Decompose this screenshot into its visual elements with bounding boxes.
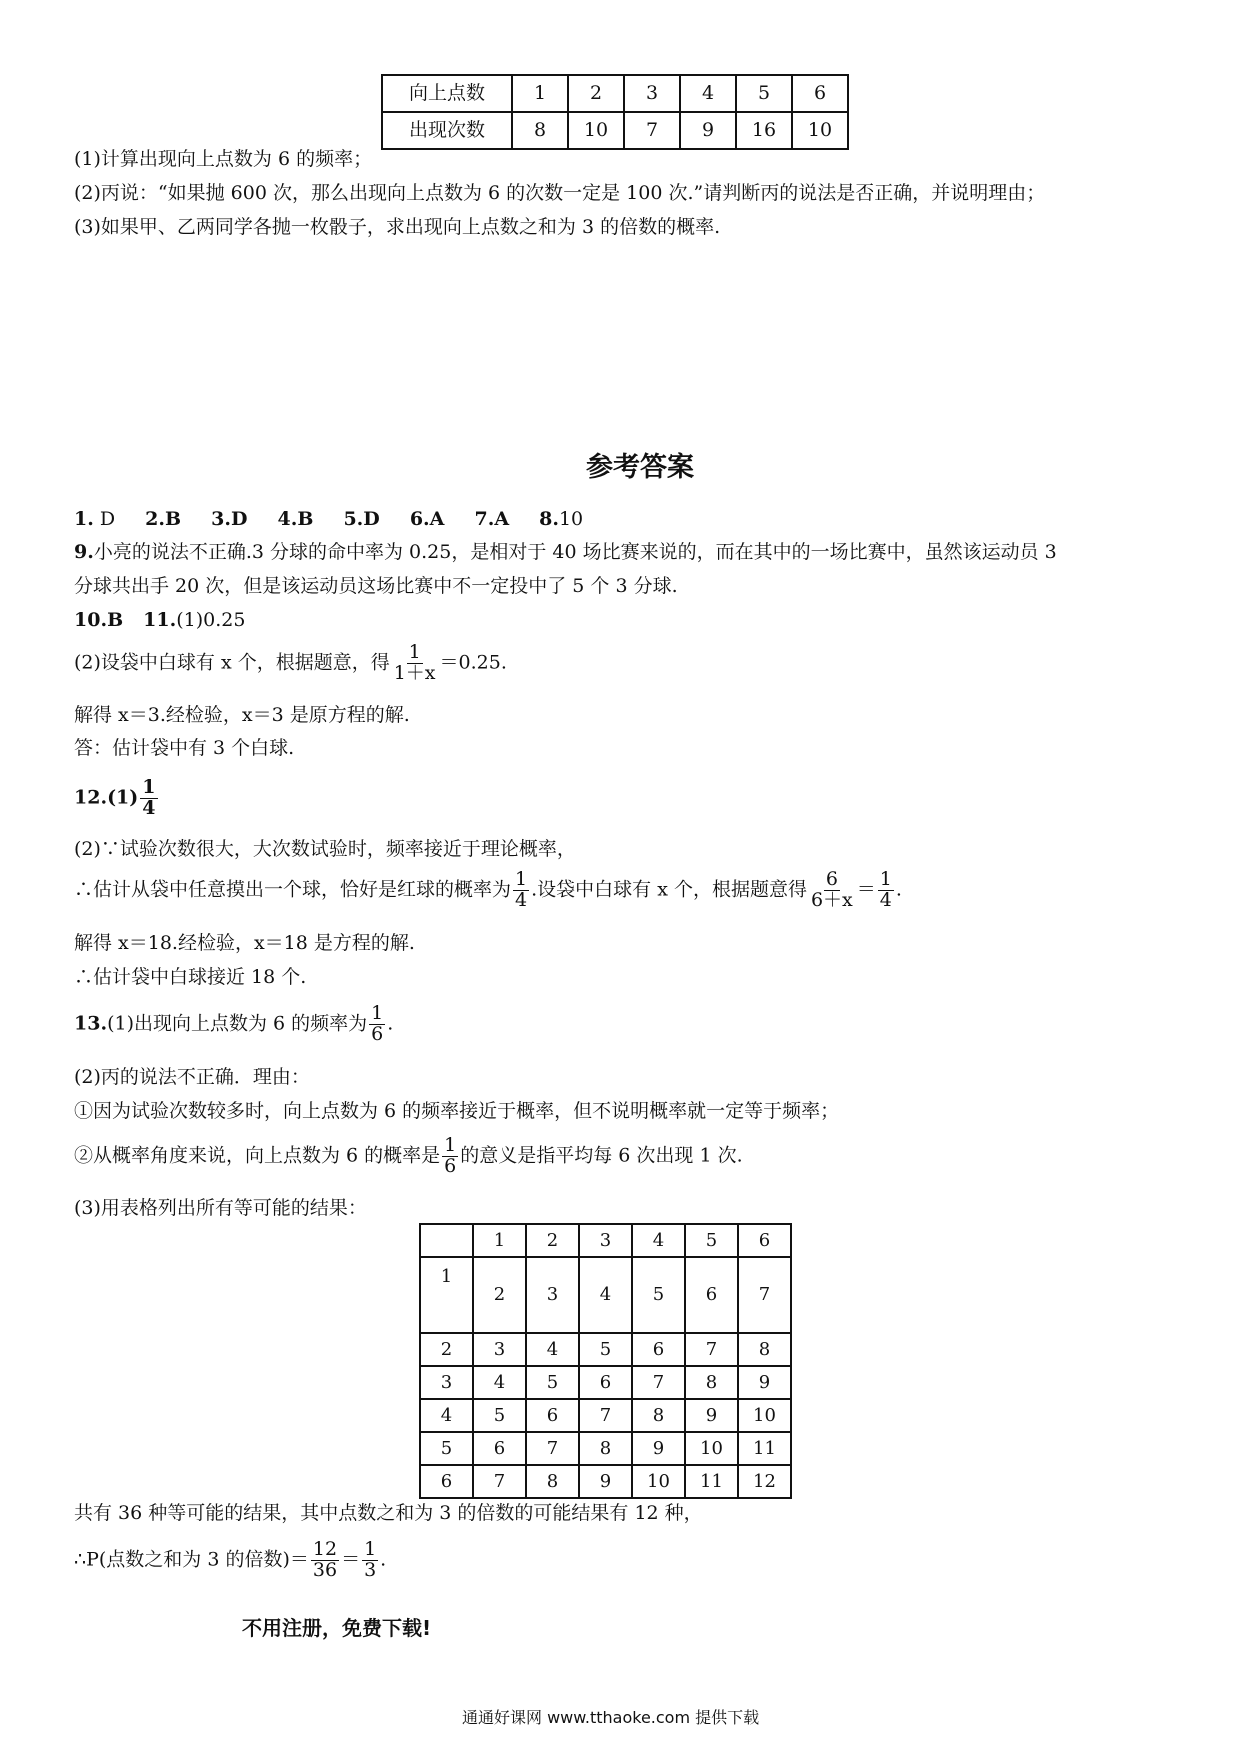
fraction [878, 870, 894, 911]
answer-13-line-6: 共有 36 种等可能的结果，其中点数之和为 3 的倍数的可能结果有 12 种， [74, 1502, 703, 1524]
table-cell: 4 [473, 1366, 526, 1399]
table-cell: 5 [473, 1399, 526, 1432]
table-header-cell: 1 [473, 1224, 526, 1257]
answers-line-1 [74, 508, 583, 531]
table-cell: 6 [473, 1432, 526, 1465]
text-segment: ∴估计从袋中任意摸出一个球，恰好是红球的概率为 [74, 878, 512, 901]
answer-number: 2. [145, 508, 166, 530]
table-cell: 5 [579, 1333, 632, 1366]
table-cell: 8 [526, 1465, 579, 1498]
table-cell: 3 [420, 1366, 473, 1399]
table-cell: 10 [568, 112, 624, 149]
table-cell: 7 [738, 1257, 791, 1333]
answer-value: 10 [558, 508, 584, 530]
table-header-cell: 4 [632, 1224, 685, 1257]
answer-value: A [429, 508, 445, 530]
answer-10-11 [74, 609, 245, 632]
denominator: 4 [142, 796, 156, 819]
table-cell: 7 [473, 1465, 526, 1498]
table-cell: 2 [420, 1333, 473, 1366]
fraction [513, 870, 529, 911]
denominator: 3 [364, 1558, 377, 1581]
text-segment: ＝ [341, 1548, 361, 1571]
table-cell: 8 [579, 1432, 632, 1465]
table-cell: 4 [420, 1399, 473, 1432]
answer-number: 11. [143, 609, 177, 631]
table-cell: 4 [526, 1333, 579, 1366]
numerator: 1 [142, 776, 156, 798]
question-1: (1)计算出现向上点数为 6 的频率； [74, 148, 373, 170]
answer-number: 1. [74, 508, 94, 530]
table-row [420, 1366, 791, 1399]
table-cell: 6 [579, 1366, 632, 1399]
table-row [420, 1432, 791, 1465]
answer-9-line-1 [74, 541, 1057, 564]
table-row [420, 1257, 791, 1333]
answer-value: D [230, 508, 248, 530]
table-cell: 1 [420, 1257, 473, 1333]
answer-value: A [494, 508, 510, 530]
denominator: 6 [444, 1154, 457, 1177]
fraction [311, 1540, 339, 1581]
text-segment: ∴P(点数之和为 3 的倍数)＝ [74, 1548, 309, 1571]
table-cell: 10 [632, 1465, 685, 1498]
fraction [809, 870, 855, 911]
dice-frequency-table [381, 74, 849, 150]
table-cell: 3 [473, 1333, 526, 1366]
table-cell: 2 [568, 75, 624, 112]
question-2: (2)丙说：“如果抛 600 次，那么出现向上点数为 6 的次数一定是 100 次.”请判断丙的说法是否正确，并说明理由； [74, 182, 1046, 204]
table-cell: 9 [685, 1399, 738, 1432]
answer-12-line-2: (2)∵试验次数很大，大次数试验时，频率接近于理论概率， [74, 838, 576, 860]
answer-13-line-2: (2)丙的说法不正确．理由： [74, 1066, 310, 1088]
answer-value: B [107, 609, 124, 631]
question-3: (3)如果甲、乙两同学各抛一枚骰子，求出现向上点数之和为 3 的倍数的概率. [74, 216, 721, 238]
answer-13-line-5: (3)用表格列出所有等可能的结果： [74, 1197, 367, 1219]
table-cell: 8 [632, 1399, 685, 1432]
table-cell: 6 [685, 1257, 738, 1333]
text-segment: (1)出现向上点数为 6 的频率为 [107, 1012, 368, 1035]
table-cell: 4 [579, 1257, 632, 1333]
numerator: 6 [825, 868, 838, 890]
table-cell: 9 [632, 1432, 685, 1465]
table-cell: 5 [736, 75, 792, 112]
table-cell: 7 [526, 1432, 579, 1465]
table-cell: 6 [792, 75, 848, 112]
answer-value: B [297, 508, 314, 530]
table-cell: 10 [792, 112, 848, 149]
numerator: 1 [444, 1134, 457, 1156]
answer-number: 9. [74, 541, 94, 563]
table-cell: 4 [680, 75, 736, 112]
answer-number: 8. [539, 508, 559, 530]
answer-12-part-1 [74, 778, 160, 819]
table-cell: 1 [512, 75, 568, 112]
table-header-cell: 6 [738, 1224, 791, 1257]
fraction [442, 1136, 458, 1177]
table-row [382, 112, 848, 149]
table-cell: 11 [738, 1432, 791, 1465]
table-cell: 6 [420, 1465, 473, 1498]
sum-outcome-table [419, 1223, 792, 1499]
table-cell: 8 [738, 1333, 791, 1366]
answer-11-part-2 [74, 643, 507, 684]
numerator: 1 [408, 641, 421, 663]
table-header-cell: 3 [579, 1224, 632, 1257]
text-segment: . [895, 878, 902, 901]
text-segment: ②从概率角度来说，向上点数为 6 的概率是 [74, 1144, 441, 1167]
table-row [420, 1465, 791, 1498]
numerator: 1 [364, 1538, 377, 1560]
table-cell: 6 [526, 1399, 579, 1432]
table-cell: 16 [736, 112, 792, 149]
answer-12-line-5: ∴估计袋中白球接近 18 个. [74, 966, 307, 988]
text-segment: ＝0.25. [439, 651, 507, 674]
footer-credit: 通通好课网 www.tthaoke.com 提供下载 [462, 1708, 760, 1727]
answer-text: 小亮的说法不正确.3 分球的命中率为 0.25，是相对于 40 场比赛来说的，而在其中的一场比赛中，虽然该运动员 3 [93, 541, 1057, 563]
table-header-cell: 向上点数 [382, 75, 512, 112]
table-row [420, 1333, 791, 1366]
table-cell: 10 [738, 1399, 791, 1432]
table-cell: 7 [624, 112, 680, 149]
numerator: 1 [515, 868, 528, 890]
table-cell: 3 [526, 1257, 579, 1333]
table-cell: 9 [579, 1465, 632, 1498]
denominator: 4 [879, 888, 892, 911]
text-segment: .设袋中白球有 x 个，根据题意得 [531, 878, 807, 901]
table-cell: 5 [632, 1257, 685, 1333]
fraction [362, 1540, 378, 1581]
table-cell: 8 [685, 1366, 738, 1399]
answer-13-line-7 [74, 1540, 386, 1581]
table-header-cell: 5 [685, 1224, 738, 1257]
answer-12-line-4: 解得 x＝18.经检验，x＝18 是方程的解. [74, 932, 415, 954]
table-cell: 11 [685, 1465, 738, 1498]
fraction [140, 778, 157, 819]
answer-value: B [165, 508, 182, 530]
text-segment: . [380, 1548, 387, 1571]
answer-12-line-3 [74, 870, 902, 911]
table-header-cell [420, 1224, 473, 1257]
fraction [369, 1004, 385, 1045]
page-title: 参考答案 [586, 452, 694, 483]
answer-11-line-3: 解得 x＝3.经检验，x＝3 是原方程的解. [74, 704, 410, 726]
answer-number: 5. [343, 508, 364, 530]
answer-13-part-1 [74, 1004, 393, 1045]
numerator: 1 [371, 1002, 384, 1024]
answer-number: 12. [74, 786, 108, 809]
promo-text: 不用注册，免费下载! [242, 1616, 432, 1640]
table-cell: 7 [632, 1366, 685, 1399]
denominator: 4 [515, 888, 528, 911]
table-cell: 2 [473, 1257, 526, 1333]
text-segment: . [387, 1012, 394, 1035]
table-cell: 9 [738, 1366, 791, 1399]
answer-number: 3. [211, 508, 231, 530]
table-cell: 12 [738, 1465, 791, 1498]
text-segment: ＝ [856, 878, 876, 901]
table-cell: 7 [579, 1399, 632, 1432]
text-segment: 的意义是指平均每 6 次出现 1 次. [460, 1144, 743, 1167]
text-segment: (2)设袋中白球有 x 个，根据题意，得 [74, 651, 390, 674]
answer-9-line-2: 分球共出手 20 次，但是该运动员这场比赛中不一定投中了 5 个 3 分球. [74, 575, 678, 597]
answer-number: 13. [74, 1012, 108, 1035]
answer-number: 10. [74, 609, 108, 631]
answer-number: 6. [409, 508, 430, 530]
table-row [420, 1224, 791, 1257]
table-row [382, 75, 848, 112]
answer-13-line-4 [74, 1136, 743, 1177]
fraction [392, 643, 438, 684]
table-cell: 9 [680, 112, 736, 149]
table-header-cell: 2 [526, 1224, 579, 1257]
table-cell: 3 [624, 75, 680, 112]
denominator: 1＋x [393, 661, 436, 684]
numerator: 12 [312, 1538, 338, 1560]
table-header-cell: 出现次数 [382, 112, 512, 149]
table-cell: 7 [685, 1333, 738, 1366]
answer-13-line-3: ①因为试验次数较多时，向上点数为 6 的频率接近于概率，但不说明概率就一定等于频率； [74, 1100, 840, 1122]
answer-number: 4. [277, 508, 298, 530]
text-segment: (1) [107, 786, 139, 809]
table-cell: 5 [420, 1432, 473, 1465]
table-cell: 8 [512, 112, 568, 149]
table-row [420, 1399, 791, 1432]
table-cell: 6 [632, 1333, 685, 1366]
table-cell: 10 [685, 1432, 738, 1465]
denominator: 6＋x [810, 888, 853, 911]
denominator: 36 [312, 1558, 338, 1581]
table-cell: 5 [526, 1366, 579, 1399]
answer-11-line-4: 答：估计袋中有 3 个白球. [74, 737, 295, 759]
answer-number: 7. [474, 508, 495, 530]
answer-value: D [363, 508, 380, 530]
answer-value: D [99, 508, 116, 530]
answer-value: (1)0.25 [176, 609, 246, 631]
numerator: 1 [879, 868, 892, 890]
denominator: 6 [371, 1022, 384, 1045]
